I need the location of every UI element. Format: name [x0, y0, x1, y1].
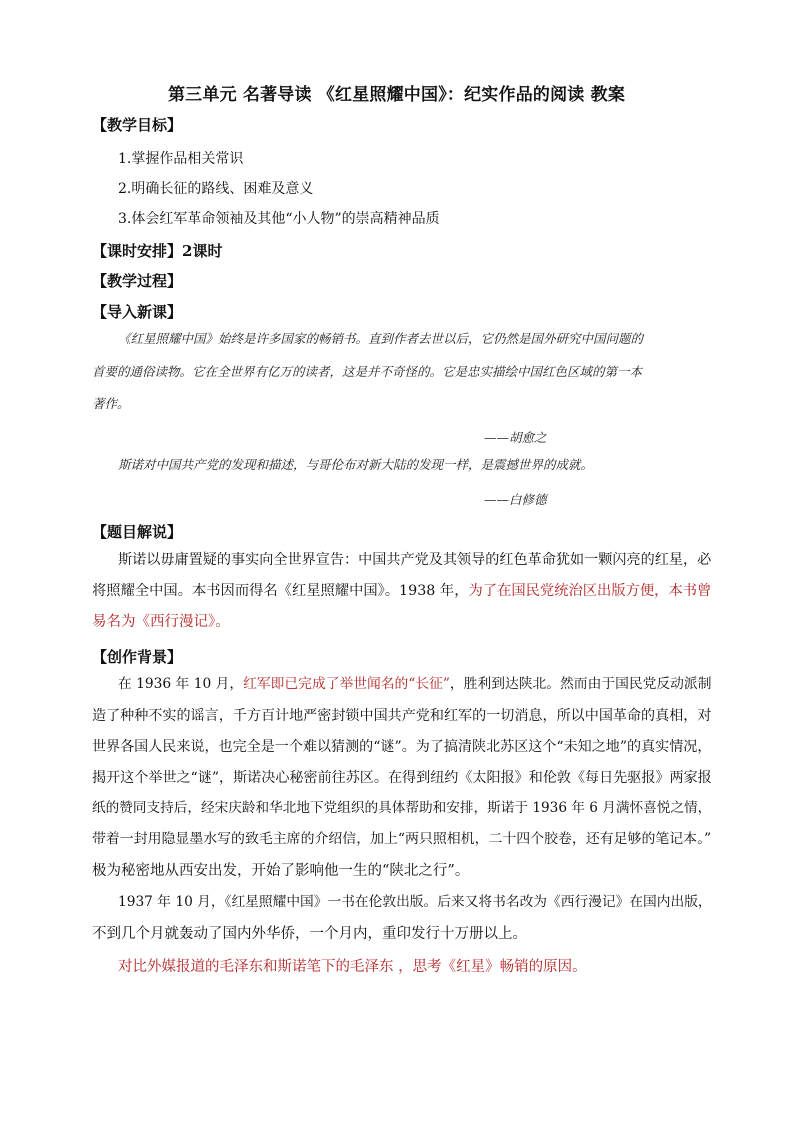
process-heading: 【教学过程】 — [92, 272, 183, 290]
discussion-question: 对比外媒报道的毛泽东和斯诺笔下的毛泽东 ，思考《红星》畅销的原因。 — [118, 959, 587, 975]
quote2-author: ——白修德 — [484, 492, 547, 507]
title-explain-line-2-text: 将照耀全中国。本书因而得名《红星照耀中国》。1938 年， — [92, 583, 469, 599]
goal-item-2: 2.明确长征的路线、困难及意义 — [118, 181, 314, 197]
schedule-heading: 【课时安排】2课时 — [92, 242, 223, 260]
background-line-1-start: 在 1936 年 10 月， — [118, 676, 244, 692]
background-line-4: 揭开这个举世之“谜”，斯诺决心秘密前往苏区。在得到纽约《太阳报》和伦敦《每日先驱报》两家报 — [92, 770, 712, 786]
intro-heading: 【导入新课】 — [92, 303, 183, 321]
background-heading: 【创作背景】 — [92, 648, 183, 666]
quote1-line-1: 《红星照耀中国》始终是许多国家的畅销书。直到作者去世以后，它仍然是国外研究中国问题的 — [118, 331, 644, 346]
title-explain-line-2 — [92, 584, 711, 598]
title-explain-highlight: 为了在国民党统治区出版方便，本书曾 — [468, 583, 712, 599]
quote1-author: ——胡愈之 — [484, 430, 547, 445]
goals-heading: 【教学目标】 — [92, 116, 183, 134]
document-title: 第三单元 名著导读 《红星照耀中国》：纪实作品的阅读 教案 — [167, 85, 626, 105]
goal-item-3: 3.体会红军革命领袖及其他“小人物”的崇高精神品质 — [118, 211, 440, 227]
background-highlight: 红军即已完成了举世闻名的“长征” — [243, 676, 450, 692]
quote1-line-3: 著作。 — [92, 396, 130, 411]
background-line-2: 造了种种不实的谣言，千方百计地严密封锁中国共产党和红军的一切消息，所以中国革命的真相，对 — [92, 708, 712, 724]
publication-line-1: 1937 年 10 月，《红星照耀中国》一书在伦敦出版。后来又将书名改为《西行漫记》在国内出版， — [118, 894, 712, 910]
quote1-line-2: 首要的通俗读物。它在全世界有亿万的读者，这是并不奇怪的。它是忠实描绘中国红色区域的第一本 — [92, 364, 643, 379]
background-line-5: 纸的赞同支持后，经宋庆龄和华北地下党组织的具体帮助和安排，斯诺于 1936 年 6 月满怀喜悦之情， — [92, 800, 712, 816]
background-line-1 — [118, 678, 711, 692]
background-line-6: 带着一封用隐显墨水写的致毛主席的介绍信，加上“两只照相机，二十四个胶卷，还有足够的笔记本。” — [92, 831, 712, 847]
background-line-7: 极为秘密地从西安出发，开始了影响他一生的“陕北之行”。 — [92, 863, 470, 879]
background-line-1-end: ，胜利到达陕北。然而由于国民党反动派制 — [449, 676, 712, 692]
goal-item-1: 1.掌握作品相关常识 — [118, 151, 244, 167]
title-explain-line-1: 斯诺以毋庸置疑的事实向全世界宣告：中国共产党及其领导的红色革命犹如一颗闪亮的红星，必 — [118, 552, 712, 568]
title-explain-line-3: 易名为《西行漫记》。 — [92, 614, 230, 630]
quote2-text: 斯诺对中国共产党的发现和描述，与哥伦布对新大陆的发现一样，是震撼世界的成就。 — [118, 457, 594, 472]
publication-line-2: 不到几个月就轰动了国内外华侨，一个月内，重印发行十万册以上。 — [92, 926, 527, 942]
background-line-3: 世界各国人民来说，也完全是一个难以猜测的“谜”。为了搞清陕北苏区这个“未知之地”的真实情况， — [92, 739, 712, 755]
title-explain-heading: 【题目解说】 — [92, 523, 183, 541]
